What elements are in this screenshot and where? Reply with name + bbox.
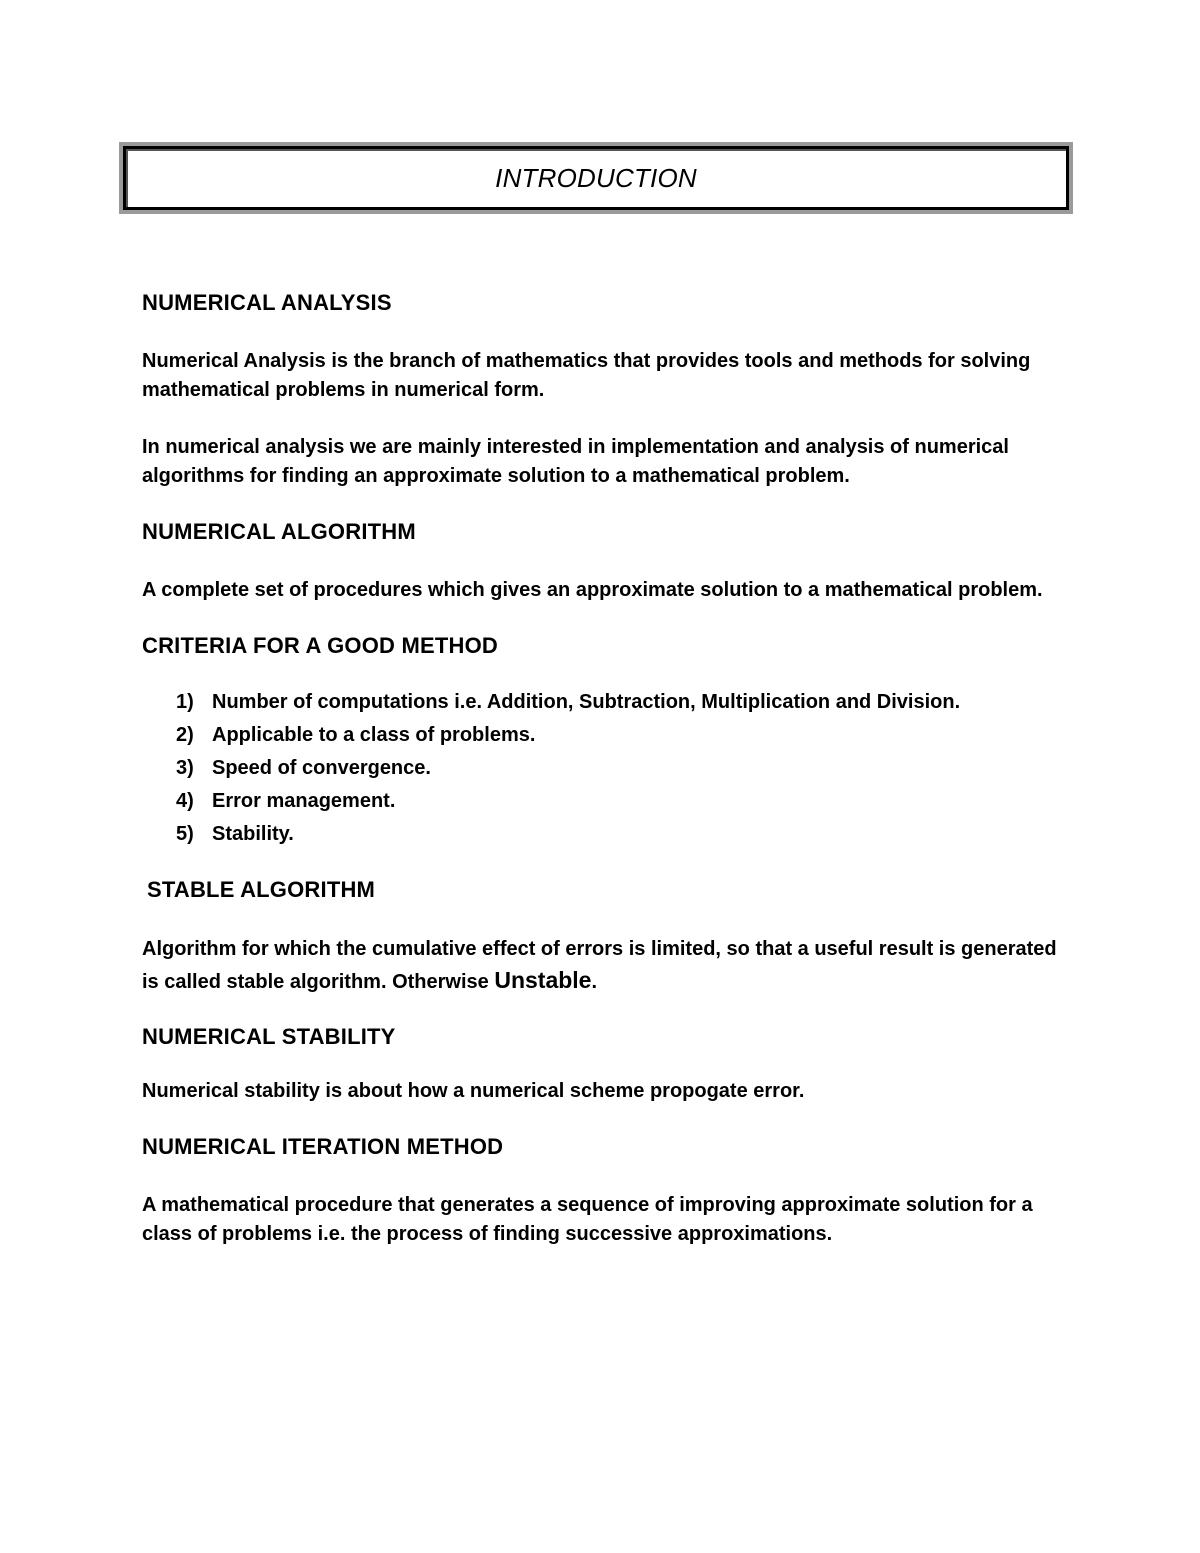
numerical-analysis-paragraph-1: Numerical Analysis is the branch of mathematics that provides tools and methods for solving mathematical problems in numerical form. (142, 350, 1031, 401)
list-item-text: Stability. (212, 823, 294, 845)
section-heading-numerical-stability: NUMERICAL STABILITY (142, 1024, 396, 1049)
stable-algorithm-text: Algorithm for which the cumulative effect of errors is limited, so that a useful result is generated is called stable algorithm. Otherwise (142, 938, 1057, 993)
list-item (142, 686, 1062, 719)
numerical-algorithm-paragraph: A complete set of procedures which gives an approximate solution to a mathematical problem. (142, 579, 1043, 601)
section-heading-criteria: CRITERIA FOR A GOOD METHOD (142, 633, 498, 658)
title-frame (119, 142, 1073, 214)
list-item (142, 785, 1062, 818)
numerical-iteration-paragraph: A mathematical procedure that generates a sequence of improving approximate solution for a class of problems i.e. the process of finding successive approximations. (142, 1194, 1033, 1245)
list-item-number: 5) (176, 823, 194, 845)
section-heading-numerical-iteration-method: NUMERICAL ITERATION METHOD (142, 1134, 504, 1159)
section-heading-stable-algorithm: STABLE ALGORITHM (147, 877, 376, 902)
numerical-analysis-paragraph-2: In numerical analysis we are mainly interested in implementation and analysis of numerical algorithms for finding an approximate solution to a mathematical problem. (142, 436, 1009, 487)
unstable-emphasis: Unstable (494, 967, 592, 993)
list-item (142, 719, 1062, 752)
title-box (123, 146, 1069, 210)
page-title: INTRODUCTION (495, 162, 697, 193)
list-item-number: 1) (176, 691, 194, 713)
list-item-number: 3) (176, 757, 194, 779)
list-item-text: Error management. (212, 790, 396, 812)
stable-algorithm-period: . (591, 971, 598, 993)
list-item (142, 818, 1062, 851)
list-item-text: Speed of convergence. (212, 757, 431, 779)
section-heading-numerical-analysis: NUMERICAL ANALYSIS (142, 290, 392, 315)
document-body (142, 288, 1062, 1249)
criteria-list (142, 686, 1062, 851)
list-item-text: Applicable to a class of problems. (212, 724, 536, 746)
numerical-stability-paragraph: Numerical stability is about how a numerical scheme propogate error. (142, 1080, 805, 1102)
list-item (142, 752, 1062, 785)
list-item-number: 4) (176, 790, 194, 812)
list-item-number: 2) (176, 724, 194, 746)
section-heading-numerical-algorithm: NUMERICAL ALGORITHM (142, 519, 416, 544)
list-item-text: Number of computations i.e. Addition, Subtraction, Multiplication and Division. (212, 691, 961, 713)
stable-algorithm-paragraph (142, 934, 1062, 998)
